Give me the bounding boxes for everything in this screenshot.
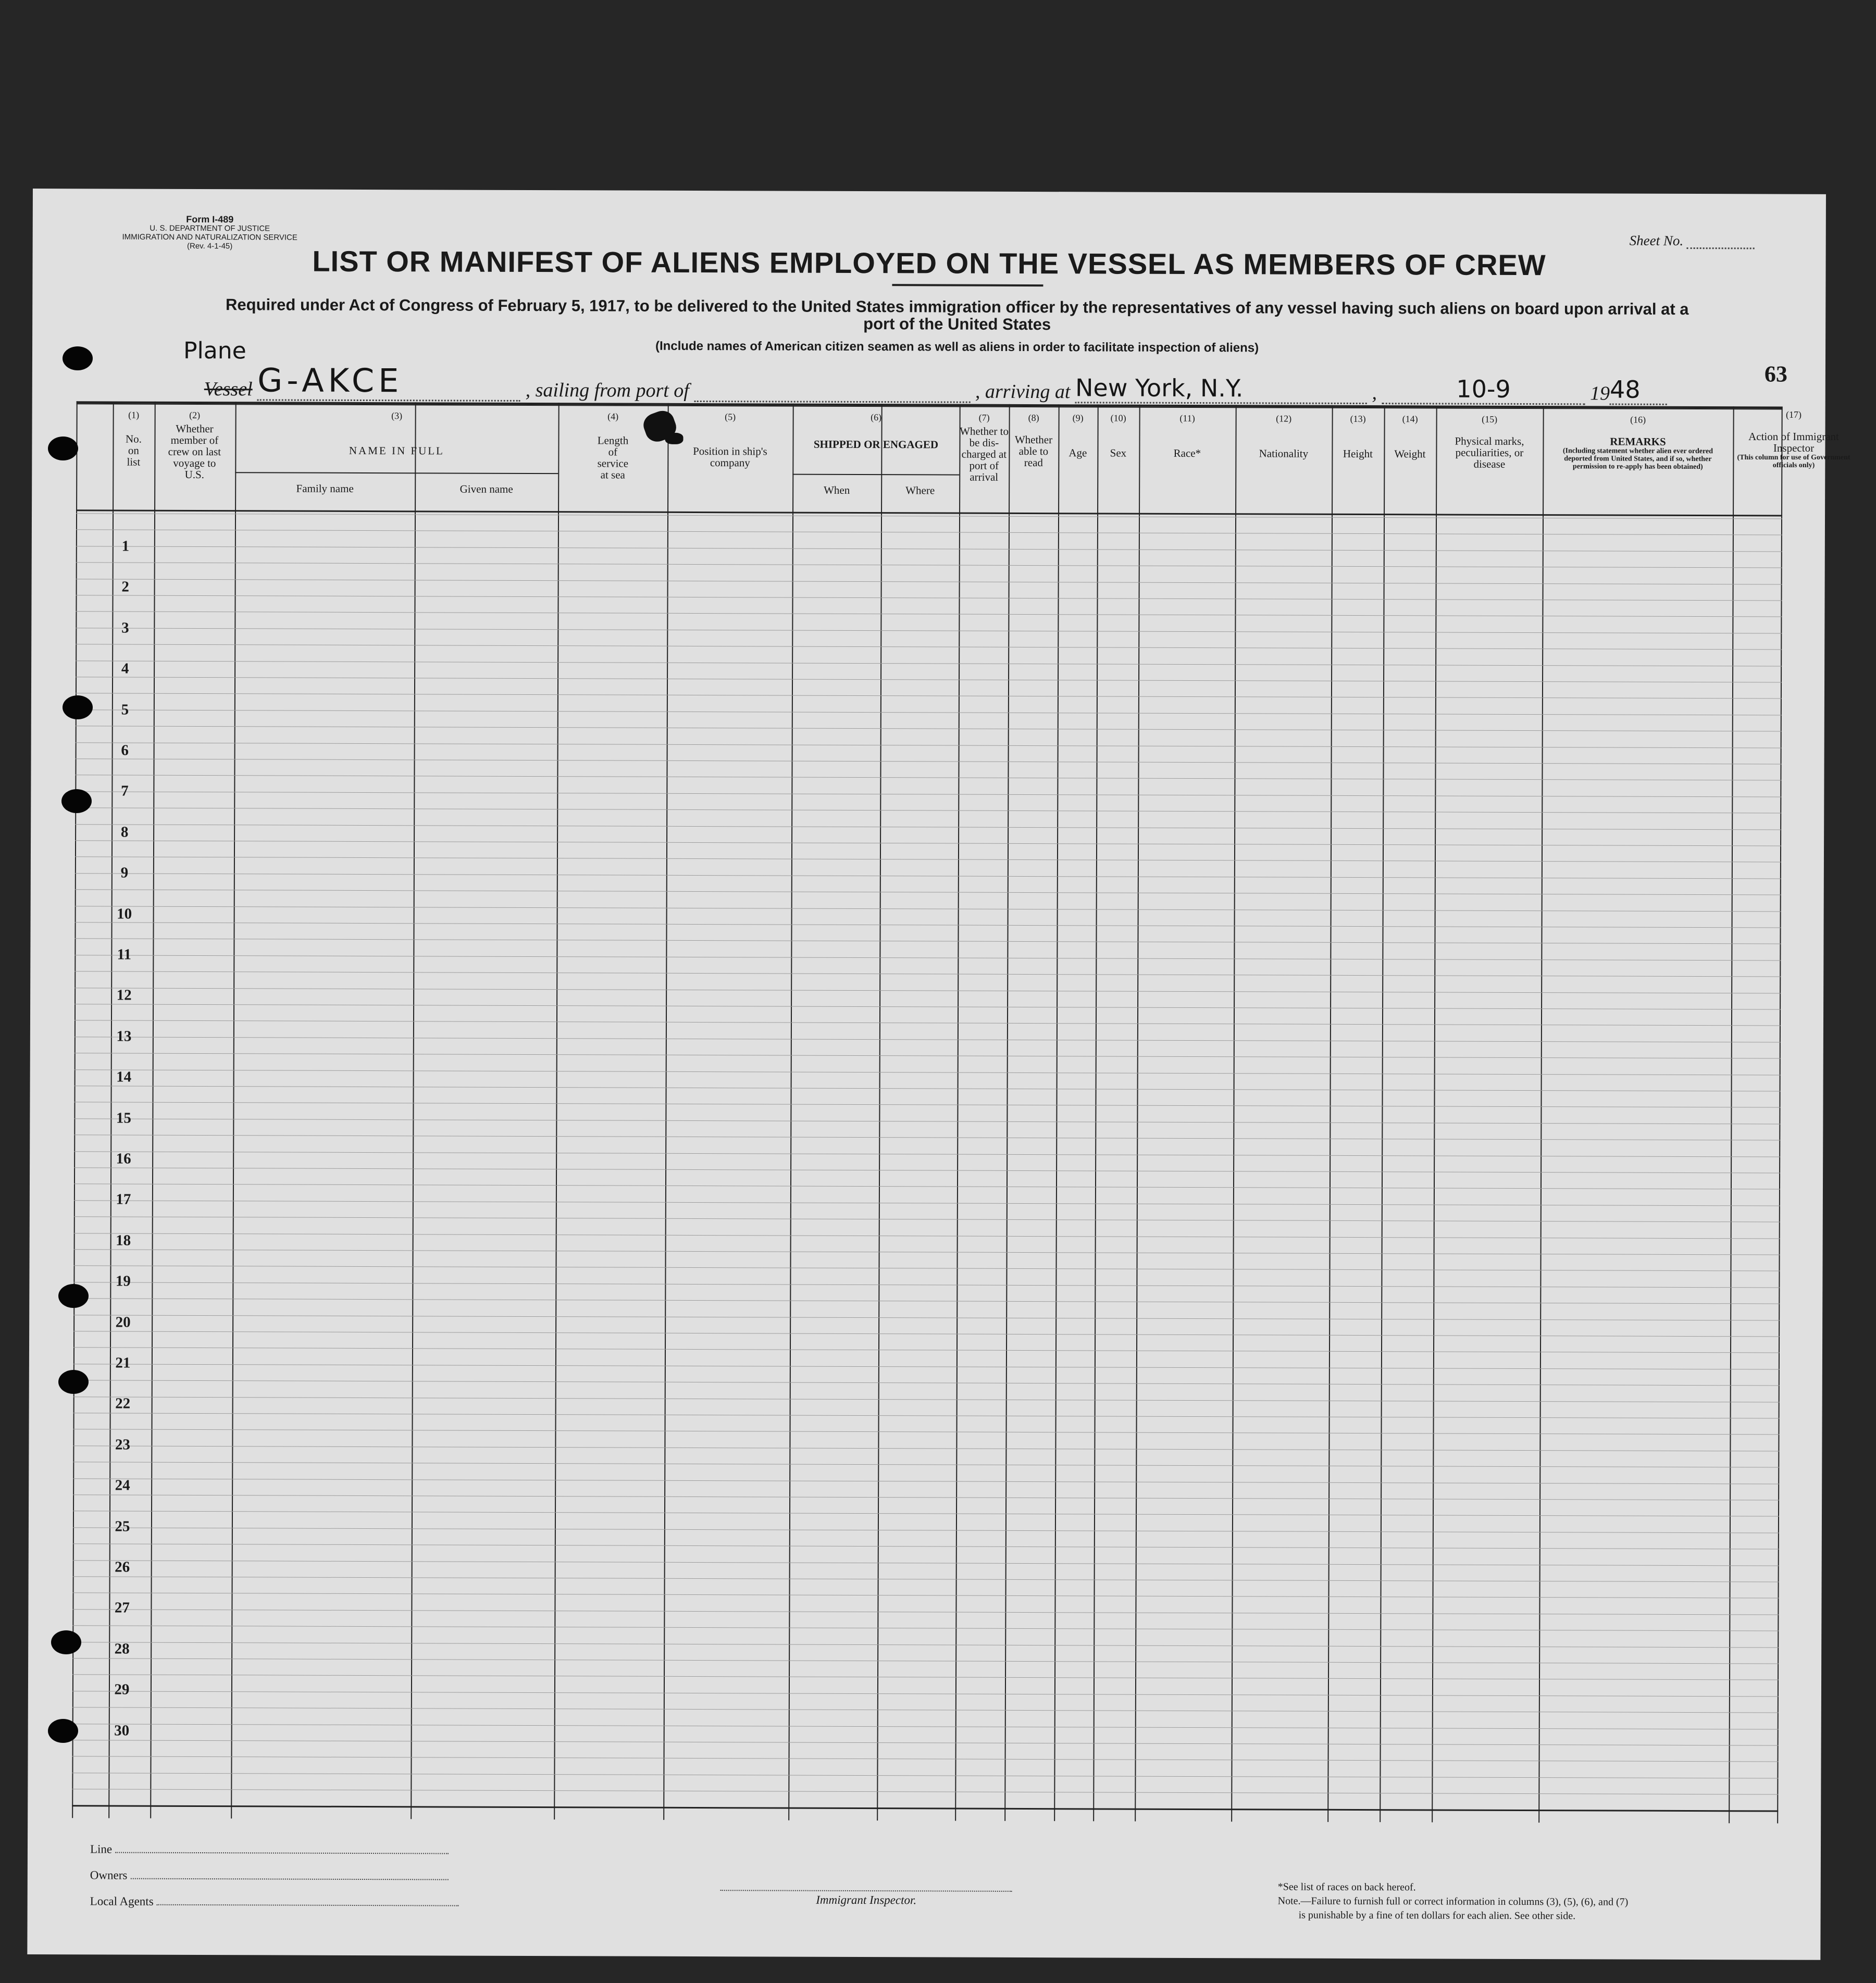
ruled-line <box>74 1020 1781 1026</box>
ruled-line <box>72 1675 1779 1680</box>
vessel-name: G-AKCE <box>257 361 403 400</box>
title-underline <box>892 284 1043 286</box>
ruled-line <box>75 922 1781 928</box>
ruled-line <box>72 1789 1778 1794</box>
row-number: 17 <box>116 1191 131 1208</box>
ruled-line <box>76 579 1782 584</box>
ruled-line <box>72 1773 1778 1778</box>
row-number: 5 <box>121 701 129 718</box>
ruled-line <box>72 1658 1779 1664</box>
ruled-line <box>76 628 1782 633</box>
row-number: 23 <box>115 1436 130 1453</box>
sailing-from-label: , sailing from port of <box>525 379 689 402</box>
ruled-line <box>73 1593 1779 1599</box>
ruled-line <box>76 612 1782 617</box>
ruled-line <box>72 1642 1779 1648</box>
binder-hole <box>63 346 93 370</box>
ruled-line <box>72 1740 1779 1745</box>
row-number: 4 <box>121 660 129 677</box>
col-9-header: (9) Age <box>1069 413 1087 459</box>
ruled-line <box>75 906 1781 912</box>
ruled-line <box>73 1396 1780 1402</box>
immigrant-inspector-signature[interactable] <box>720 1890 1012 1907</box>
ruled-line <box>74 1118 1780 1124</box>
local-agents-label: Local Agents <box>90 1894 154 1908</box>
row-number: 26 <box>115 1558 130 1576</box>
ruled-line <box>73 1462 1779 1467</box>
ruled-line <box>74 1233 1780 1239</box>
ruled-line <box>74 1266 1780 1271</box>
requirement-line-2: port of the United States <box>863 315 1051 334</box>
ruled-line <box>72 1707 1779 1713</box>
owners-field[interactable] <box>90 1868 449 1883</box>
ruled-line <box>74 1200 1780 1206</box>
crew-table <box>72 401 1783 1823</box>
ruled-line <box>75 889 1781 895</box>
ruled-line <box>74 1167 1780 1173</box>
ruled-line <box>76 693 1782 699</box>
vessel-line: Vessel G-AKCE , sailing from port of , arriving at New York, N.Y. , 10-9 1948 <box>204 361 1667 405</box>
binder-hole <box>58 1370 89 1394</box>
row-number: 29 <box>114 1681 130 1698</box>
ruled-line <box>76 660 1782 666</box>
penalty-note-1: Note.—Failure to furnish full or correct information in columns (3), (5), (6), and (7) <box>1277 1895 1629 1908</box>
row-number: 15 <box>116 1109 131 1127</box>
ruled-line <box>73 1364 1780 1369</box>
ruled-line <box>76 644 1782 650</box>
requirement-line-1: Required under Act of Congress of February 5, 1917, to be delivered to the United States immigration officer by the representatives of any vessel having such aliens on board upon arrival at a <box>225 295 1689 318</box>
row-number: 2 <box>121 578 129 595</box>
row-number: 18 <box>116 1232 131 1249</box>
ruled-line <box>74 1184 1780 1190</box>
ruled-line <box>72 1724 1779 1729</box>
col-13-header: (13) Height <box>1343 413 1373 460</box>
ruled-line <box>75 775 1781 781</box>
ruled-line <box>76 742 1782 748</box>
col-6-header: (6) SHIPPED OR ENGAGED <box>813 412 939 451</box>
ruled-line <box>72 1691 1779 1697</box>
ruled-line <box>74 1134 1780 1140</box>
year-field[interactable] <box>1610 376 1667 405</box>
ruled-line <box>73 1315 1780 1320</box>
row-number: 30 <box>114 1722 130 1739</box>
when-header: When <box>824 483 850 496</box>
manifest-form <box>27 189 1826 1960</box>
year-prefix: 19 <box>1589 382 1610 405</box>
arriving-port-value: New York, N.Y. <box>1075 373 1244 403</box>
row-number: 24 <box>115 1477 130 1494</box>
ruled-line <box>73 1543 1779 1549</box>
col-17-header: (17) Action of Immigrant Inspector (This column for use of Government officials only) <box>1737 409 1850 469</box>
col-4-header: (4) Length of service at sea <box>597 411 629 481</box>
row-number: 12 <box>116 987 132 1004</box>
col-16-header: (16) REMARKS (Including statement whether alien ever ordered deported from United States, and if so, whether permission to re-apply has been obtained) <box>1562 414 1713 471</box>
col-7-header: (7) Whether to be dis-charged at port of arrival <box>960 412 1009 483</box>
ruled-line <box>76 677 1782 682</box>
ruled-line <box>73 1527 1779 1533</box>
where-header: Where <box>905 484 935 497</box>
row-number: 20 <box>115 1314 131 1331</box>
col-1-header: (1) No. on list <box>125 409 142 468</box>
ruled-line <box>74 1053 1781 1058</box>
col-14-header: (14) Weight <box>1394 414 1426 460</box>
ruled-line <box>76 530 1782 535</box>
page-number: 63 <box>1764 361 1787 387</box>
ruled-line <box>74 939 1781 944</box>
ruled-line <box>74 1102 1780 1108</box>
inspector-label: Immigrant Inspector. <box>816 1893 917 1907</box>
given-name-header: Given name <box>459 482 513 495</box>
binder-hole <box>63 695 93 719</box>
footer-notes <box>1278 1880 1629 1924</box>
ruled-line <box>72 1625 1779 1631</box>
ruled-line <box>76 709 1782 715</box>
col-10-header: (10) Sex <box>1110 413 1127 459</box>
row-number: 28 <box>114 1640 130 1657</box>
sailing-port-field[interactable] <box>694 401 970 403</box>
row-number: 13 <box>116 1028 132 1045</box>
ruled-line <box>73 1445 1779 1451</box>
arrival-date-field[interactable] <box>1382 375 1585 405</box>
col-8-header: (8) Whether able to read <box>1014 413 1053 469</box>
ruled-line <box>74 955 1781 961</box>
ruled-line <box>73 1576 1779 1582</box>
page-title: LIST OR MANIFEST OF ALIENS EMPLOYED ON THE VESSEL AS MEMBERS OF CREW <box>312 244 1546 282</box>
ruled-line <box>74 988 1781 993</box>
row-number: 1 <box>121 538 130 555</box>
row-number: 7 <box>121 782 129 800</box>
form-revision: (Rev. 4-1-45) <box>187 241 233 251</box>
form-number: Form I-489 <box>186 214 234 225</box>
col-12-header: (12) Nationality <box>1259 413 1309 460</box>
col-11-header: (11) Race* <box>1173 413 1201 460</box>
ruled-line <box>75 857 1781 863</box>
requirement-text <box>136 296 1778 335</box>
ruled-line <box>76 546 1782 552</box>
row-number: 6 <box>121 742 129 759</box>
ruled-line <box>75 873 1781 879</box>
ruled-line <box>73 1478 1779 1484</box>
col-3-header: (3) NAME IN FULL <box>349 410 444 457</box>
row-number: 8 <box>120 824 129 841</box>
races-note: *See list of races on back hereof. <box>1277 1881 1416 1893</box>
binder-hole <box>58 1284 89 1308</box>
ruled-line <box>75 791 1781 797</box>
row-number: 22 <box>115 1395 131 1412</box>
binder-hole <box>51 1630 81 1654</box>
ruled-line <box>73 1511 1779 1517</box>
ruled-line <box>76 562 1782 568</box>
ruled-line <box>73 1282 1780 1288</box>
service-name: IMMIGRATION AND NATURALIZATION SERVICE <box>122 232 297 242</box>
include-note: (Include names of American citizen seamen as well as aliens in order to facilitate inspection of aliens) <box>655 339 1259 355</box>
arriving-port-field[interactable] <box>1075 373 1367 404</box>
col-5-header: (5) Position in ship's company <box>693 411 767 469</box>
ruled-line <box>73 1494 1779 1500</box>
vessel-label: Vessel <box>204 378 253 401</box>
col-15-header: (15) Physical marks, peculiarities, or disease <box>1455 414 1524 470</box>
ruled-line <box>76 595 1782 601</box>
ruled-line <box>74 1151 1780 1157</box>
row-number: 10 <box>117 905 132 922</box>
ruled-line <box>73 1380 1780 1386</box>
year-value: 48 <box>1609 375 1641 404</box>
penalty-note-2: is punishable by a fine of ten dollars for each alien. See other side. <box>1298 1909 1576 1922</box>
ruled-line <box>74 1037 1781 1042</box>
col-2-header: (2) Whether member of crew on last voyage to U.S. <box>168 409 221 481</box>
row-number: 21 <box>115 1354 131 1371</box>
line-label: Line <box>90 1842 113 1856</box>
ruled-line <box>75 807 1781 813</box>
sheet-number-field[interactable] <box>1630 233 1755 250</box>
ruled-line <box>76 758 1782 764</box>
ink-smudge <box>665 433 683 444</box>
ruled-line <box>74 1069 1781 1075</box>
ruled-line <box>73 1331 1780 1337</box>
ruled-line <box>75 824 1781 830</box>
row-number: 14 <box>116 1068 132 1086</box>
ruled-line <box>73 1348 1780 1353</box>
arrival-date-value: 10-9 <box>1456 375 1511 403</box>
ruled-line <box>74 971 1781 977</box>
ruled-line <box>74 1004 1781 1009</box>
row-number: 25 <box>115 1518 130 1535</box>
ruled-line <box>74 1216 1780 1222</box>
row-number: 3 <box>121 619 129 637</box>
plane-handwritten: Plane <box>183 337 246 365</box>
ruled-line <box>73 1413 1780 1418</box>
ruled-line <box>75 840 1781 846</box>
binder-hole <box>48 436 78 460</box>
binder-hole <box>61 789 92 813</box>
department-name: U. S. DEPARTMENT OF JUSTICE <box>150 223 270 233</box>
ruled-line <box>72 1756 1779 1762</box>
owners-label: Owners <box>90 1868 128 1882</box>
arriving-at-label: , arriving at <box>975 380 1071 403</box>
binder-hole <box>48 1719 78 1743</box>
family-name-header: Family name <box>296 482 354 495</box>
local-agents-field[interactable] <box>90 1894 459 1909</box>
sheet-label: Sheet No. <box>1629 232 1684 248</box>
ruled-line <box>73 1429 1780 1435</box>
row-number: 16 <box>116 1150 131 1167</box>
vessel-name-field[interactable] <box>257 361 520 402</box>
row-number: 9 <box>120 864 129 881</box>
row-number: 19 <box>115 1273 131 1290</box>
ruled-line <box>74 1086 1781 1091</box>
row-number: 11 <box>117 946 132 963</box>
ruled-line <box>74 1249 1780 1255</box>
line-field[interactable] <box>90 1842 449 1857</box>
ruled-line <box>73 1560 1779 1566</box>
ruled-line <box>72 1609 1779 1615</box>
ruled-line <box>73 1298 1780 1304</box>
ruled-line <box>76 726 1782 731</box>
row-number: 27 <box>114 1599 130 1616</box>
